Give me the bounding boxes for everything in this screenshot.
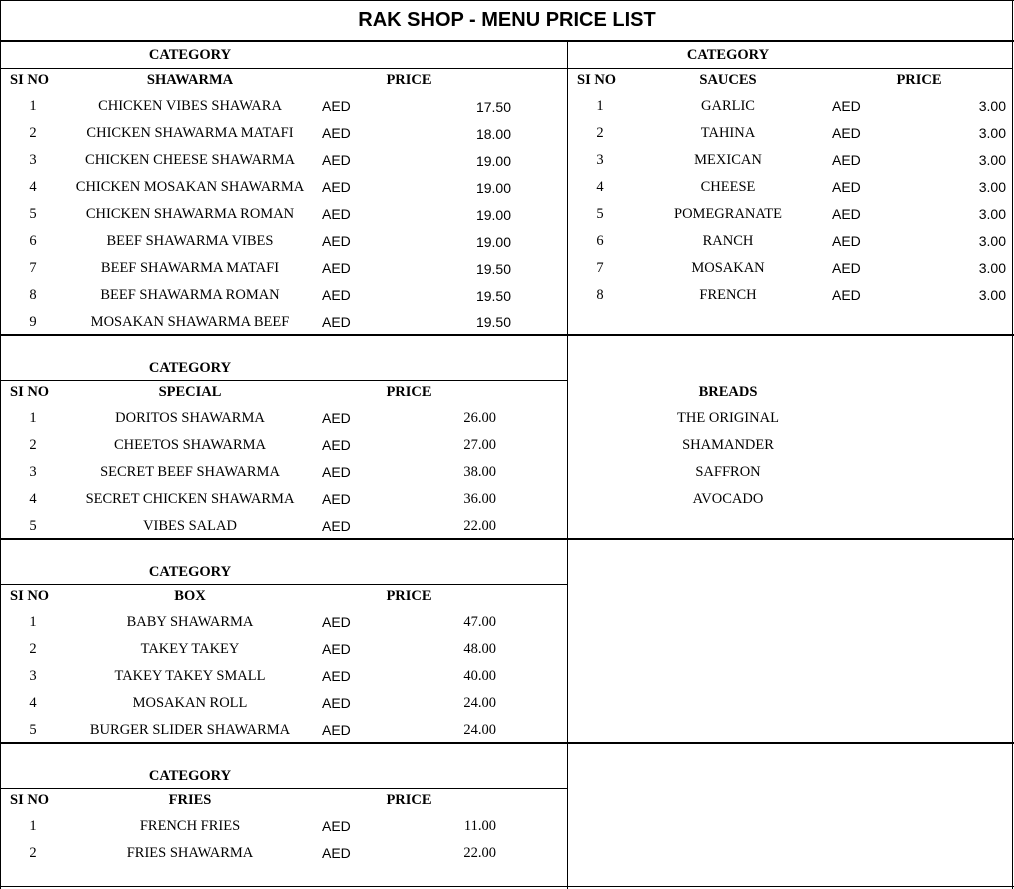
- table-row-name: CHICKEN VIBES SHAWARA: [98, 98, 282, 114]
- table-row-price: 18.00: [475, 126, 511, 142]
- table-row-no: 7: [29, 260, 37, 276]
- table-row-name: CHICKEN CHEESE SHAWARMA: [85, 152, 295, 168]
- table-row-no: 2: [596, 125, 604, 141]
- table-row-no: 5: [29, 722, 37, 738]
- table-row-price: 27.00: [463, 437, 496, 453]
- table-row-currency: AED: [832, 179, 861, 195]
- table-row-name: BEEF SHAWARMA ROMAN: [100, 287, 280, 303]
- special-price-header: PRICE: [386, 384, 432, 400]
- table-row-price: 19.50: [475, 314, 511, 330]
- table-row-currency: AED: [322, 410, 351, 426]
- table-row-price: 3.00: [978, 125, 1006, 141]
- table-row-no: 9: [29, 314, 37, 330]
- table-row-no: 5: [29, 206, 37, 222]
- table-row-price: 3.00: [978, 206, 1006, 222]
- title-divider: [0, 40, 1014, 42]
- fries-category-label: CATEGORY: [148, 768, 232, 784]
- table-row-currency: AED: [322, 614, 351, 630]
- sauces-si-no-header: SI NO: [577, 72, 617, 88]
- outer-border-right: [1012, 0, 1013, 889]
- table-row-price: 19.00: [475, 234, 511, 250]
- outer-border-top: [0, 0, 1014, 1]
- table-row-no: 5: [29, 518, 37, 534]
- table-row-price: 22.00: [463, 845, 496, 861]
- list-item: AVOCADO: [692, 491, 764, 507]
- table-row-no: 8: [596, 287, 604, 303]
- page-title: RAK SHOP - MENU PRICE LIST: [358, 9, 656, 31]
- table-row-currency: AED: [322, 437, 351, 453]
- table-row-currency: AED: [322, 287, 351, 303]
- table-row-currency: AED: [322, 314, 351, 330]
- table-row-no: 8: [29, 287, 37, 303]
- shawarma-si-no-header: SI NO: [10, 72, 50, 88]
- table-row-name: CHICKEN MOSAKAN SHAWARMA: [75, 179, 305, 195]
- table-row-no: 2: [29, 437, 37, 453]
- table-row-no: 4: [29, 179, 37, 195]
- table-row-price: 3.00: [978, 260, 1006, 276]
- special-category-name: SPECIAL: [158, 384, 222, 400]
- table-row-name: CHICKEN SHAWARMA ROMAN: [85, 206, 295, 222]
- table-row-name: BEEF SHAWARMA VIBES: [106, 233, 274, 249]
- table-row-currency: AED: [322, 845, 351, 861]
- table-row-name: SECRET CHICKEN SHAWARMA: [85, 491, 295, 507]
- table-row-no: 4: [29, 695, 37, 711]
- table-row-no: 2: [29, 641, 37, 657]
- table-row-name: MOSAKAN ROLL: [132, 695, 248, 711]
- table-row-currency: AED: [832, 152, 861, 168]
- table-row-name: CHEESE: [700, 179, 756, 195]
- breads-category-name: BREADS: [698, 384, 758, 400]
- outer-border-left: [0, 0, 1, 889]
- table-row-currency: AED: [832, 98, 861, 114]
- table-row-currency: AED: [832, 206, 861, 222]
- table-row-currency: AED: [832, 287, 861, 303]
- sauces-price-header: PRICE: [896, 72, 942, 88]
- table-row-currency: AED: [322, 818, 351, 834]
- table-row-currency: AED: [322, 98, 351, 114]
- section-divider-3: [0, 742, 1014, 744]
- table-row-name: SECRET BEEF SHAWARMA: [100, 464, 280, 480]
- table-row-name: FRENCH: [699, 287, 757, 303]
- table-row-name: BURGER SLIDER SHAWARMA: [89, 722, 291, 738]
- table-row-price: 19.00: [475, 180, 511, 196]
- table-row-price: 26.00: [463, 410, 496, 426]
- table-row-name: MEXICAN: [694, 152, 762, 168]
- sauces-category-name: SAUCES: [699, 72, 757, 88]
- outer-border-bottom: [0, 886, 1014, 887]
- table-row-currency: AED: [832, 233, 861, 249]
- table-row-name: GARLIC: [701, 98, 755, 114]
- table-row-price: 19.00: [475, 153, 511, 169]
- table-row-price: 19.50: [475, 288, 511, 304]
- table-row-name: CHEETOS SHAWARMA: [113, 437, 267, 453]
- table-row-no: 4: [29, 491, 37, 507]
- table-row-price: 3.00: [978, 152, 1006, 168]
- table-row-price: 40.00: [463, 668, 496, 684]
- table-row-price: 24.00: [463, 722, 496, 738]
- sauces-header-line: [567, 68, 1013, 69]
- table-row-currency: AED: [322, 233, 351, 249]
- list-item: SAFFRON: [695, 464, 761, 480]
- table-row-no: 1: [29, 410, 37, 426]
- table-row-currency: AED: [322, 722, 351, 738]
- table-row-currency: AED: [322, 179, 351, 195]
- shawarma-header-line: [0, 68, 567, 69]
- box-price-header: PRICE: [386, 588, 432, 604]
- section-divider-2: [0, 538, 1014, 540]
- center-divider: [567, 41, 568, 889]
- table-row-name: FRENCH FRIES: [139, 818, 241, 834]
- table-row-price: 3.00: [978, 98, 1006, 114]
- table-row-price: 11.00: [463, 818, 496, 834]
- list-item: SHAMANDER: [682, 437, 774, 453]
- table-row-no: 3: [29, 464, 37, 480]
- table-row-no: 1: [29, 818, 37, 834]
- box-category-name: BOX: [174, 588, 206, 604]
- table-row-no: 2: [29, 845, 37, 861]
- table-row-price: 47.00: [463, 614, 496, 630]
- table-row-currency: AED: [322, 125, 351, 141]
- table-row-no: 2: [29, 125, 37, 141]
- table-row-name: TAHINA: [700, 125, 756, 141]
- table-row-price: 19.00: [475, 207, 511, 223]
- shawarma-price-header: PRICE: [386, 72, 432, 88]
- shawarma-category-label: CATEGORY: [148, 47, 232, 63]
- table-row-no: 6: [596, 233, 604, 249]
- table-row-no: 1: [29, 614, 37, 630]
- table-row-name: VIBES SALAD: [143, 518, 237, 534]
- table-row-name: DORITOS SHAWARMA: [115, 410, 265, 426]
- table-row-currency: AED: [322, 464, 351, 480]
- table-row-name: TAKEY TAKEY SMALL: [114, 668, 266, 684]
- table-row-price: 3.00: [978, 287, 1006, 303]
- box-header-line: [0, 584, 567, 585]
- list-item: THE ORIGINAL: [677, 410, 779, 426]
- table-row-no: 5: [596, 206, 604, 222]
- box-category-label: CATEGORY: [148, 564, 232, 580]
- table-row-name: CHICKEN SHAWARMA MATAFI: [86, 125, 294, 141]
- table-row-price: 17.50: [475, 99, 511, 115]
- table-row-price: 24.00: [463, 695, 496, 711]
- table-row-no: 3: [29, 668, 37, 684]
- table-row-currency: AED: [322, 260, 351, 276]
- table-row-no: 7: [596, 260, 604, 276]
- table-row-no: 1: [596, 98, 604, 114]
- table-row-price: 48.00: [463, 641, 496, 657]
- special-header-line: [0, 380, 567, 381]
- table-row-price: 3.00: [978, 179, 1006, 195]
- table-row-name: BEEF SHAWARMA MATAFI: [100, 260, 280, 276]
- table-row-currency: AED: [322, 641, 351, 657]
- table-row-currency: AED: [832, 260, 861, 276]
- shawarma-category-name: SHAWARMA: [146, 72, 234, 88]
- table-row-price: 3.00: [978, 233, 1006, 249]
- table-row-no: 3: [29, 152, 37, 168]
- table-row-name: RANCH: [702, 233, 754, 249]
- table-row-currency: AED: [322, 518, 351, 534]
- table-row-name: POMEGRANATE: [674, 206, 782, 222]
- table-row-currency: AED: [322, 668, 351, 684]
- table-row-no: 6: [29, 233, 37, 249]
- table-row-currency: AED: [322, 695, 351, 711]
- table-row-price: 38.00: [463, 464, 496, 480]
- table-row-price: 19.50: [475, 261, 511, 277]
- table-row-currency: AED: [322, 491, 351, 507]
- special-si-no-header: SI NO: [10, 384, 50, 400]
- table-row-currency: AED: [322, 206, 351, 222]
- sauces-category-label: CATEGORY: [686, 47, 770, 63]
- table-row-price: 36.00: [463, 491, 496, 507]
- table-row-name: FRIES SHAWARMA: [126, 845, 254, 861]
- table-row-currency: AED: [832, 125, 861, 141]
- table-row-no: 3: [596, 152, 604, 168]
- table-row-no: 1: [29, 98, 37, 114]
- table-row-no: 4: [596, 179, 604, 195]
- table-row-currency: AED: [322, 152, 351, 168]
- fries-category-name: FRIES: [168, 792, 212, 808]
- section-divider-1: [0, 334, 1014, 336]
- fries-si-no-header: SI NO: [10, 792, 50, 808]
- table-row-price: 22.00: [463, 518, 496, 534]
- table-row-name: BABY SHAWARMA: [126, 614, 254, 630]
- table-row-name: TAKEY TAKEY: [140, 641, 240, 657]
- fries-header-line: [0, 788, 567, 789]
- table-row-name: MOSAKAN: [691, 260, 765, 276]
- special-category-label: CATEGORY: [148, 360, 232, 376]
- box-si-no-header: SI NO: [10, 588, 50, 604]
- fries-price-header: PRICE: [386, 792, 432, 808]
- table-row-name: MOSAKAN SHAWARMA BEEF: [90, 314, 290, 330]
